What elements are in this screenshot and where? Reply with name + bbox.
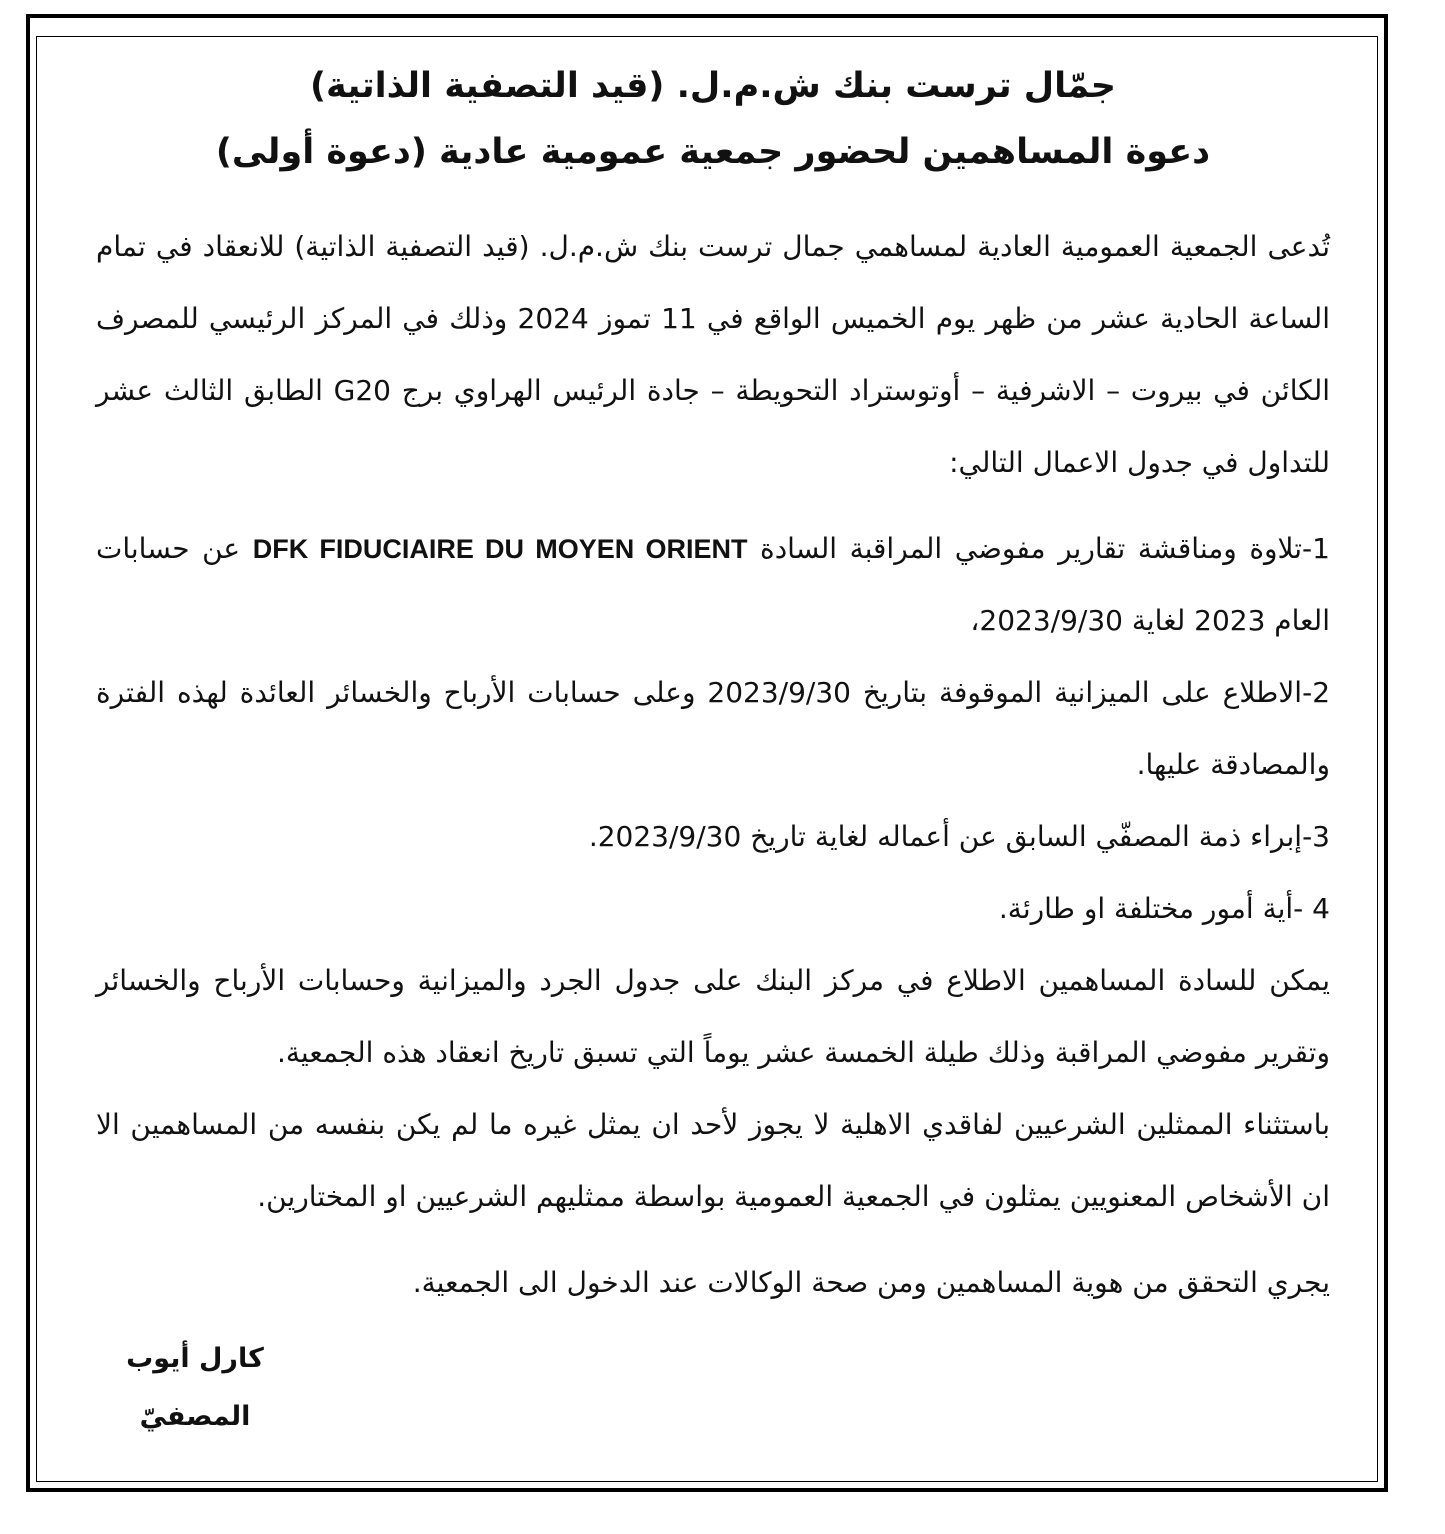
- signature-block: [110, 1330, 280, 1446]
- agenda-item-2: 2-الاطلاع على الميزانية الموقوفة بتاريخ 2023/9/30 وعلى حسابات الأرباح والخسائر العائدة لهذه الفترة والمصادقة عليها.: [96, 676, 1331, 781]
- spacer: [96, 1233, 1330, 1247]
- agenda-item-1-suffix: عن حسابات العام 2023 لغاية 2023/9/30،: [96, 532, 1330, 637]
- agenda-item-1-text: 1-تلاوة ومناقشة تقارير مفوضي المراقبة السادة: [760, 532, 1330, 565]
- liquidator-role: المصفيّ: [139, 1401, 251, 1432]
- invitation-title: دعوة المساهمين لحضور جمعية عمومية عادية (دعوة أولى): [215, 131, 1211, 172]
- auditor-firm-name: DFK FIDUCIAIRE DU MOYEN ORIENT: [252, 534, 748, 564]
- agenda-item-1: [96, 513, 1330, 657]
- representation-note: باستثناء الممثلين الشرعيين لفاقدي الاهلية لا يجوز لأحد ان يمثل غيره ما لم يكن بنفسه من المساهمين الا ان الأشخاص المعنويين يمثلون في الجمعية العمومية بواسطة ممثليهم الشرعيين او المختارين.: [96, 1108, 1330, 1213]
- verification-note: يجري التحقق من هوية المساهمين ومن صحة الوكالات عند الدخول الى الجمعية.: [412, 1266, 1330, 1299]
- spacer: [96, 499, 1330, 513]
- notice-document: [96, 62, 1330, 1319]
- bank-title: جمّال ترست بنك ش.م.ل. (قيد التصفية الذاتية): [310, 66, 1116, 106]
- intro-paragraph: تُدعى الجمعية العمومية العادية لمساهمي جمال ترست بنك ش.م.ل. (قيد التصفية الذاتية) للانعقاد في تمام الساعة الحادية عشر من ظهر يوم الخميس الواقع في 11 تموز 2024 وذلك في المركز الرئيسي للمصرف الكائن في بيروت – الاشرفية – أوتوستراد التحويطة – جادة الرئيس الهراوي برج G20 الطابق الثالث عشر للتداول في جدول الاعمال التالي:: [96, 230, 1331, 479]
- liquidator-name: كارل أيوب: [126, 1343, 264, 1374]
- notice-body: [96, 211, 1330, 1319]
- agenda-item-3: 3-إبراء ذمة المصفّي السابق عن أعماله لغاية تاريخ 2023/9/30.: [588, 820, 1330, 853]
- inspection-note: يمكن للسادة المساهمين الاطلاع في مركز البنك على جدول الجرد والميزانية وحسابات الأرباح والخسائر وتقرير مفوضي المراقبة وذلك طيلة الخمسة عشر يوماً التي تسبق تاريخ انعقاد هذه الجمعية.: [96, 964, 1330, 1069]
- agenda-item-4: 4 -أية أمور مختلفة او طارئة.: [998, 892, 1330, 925]
